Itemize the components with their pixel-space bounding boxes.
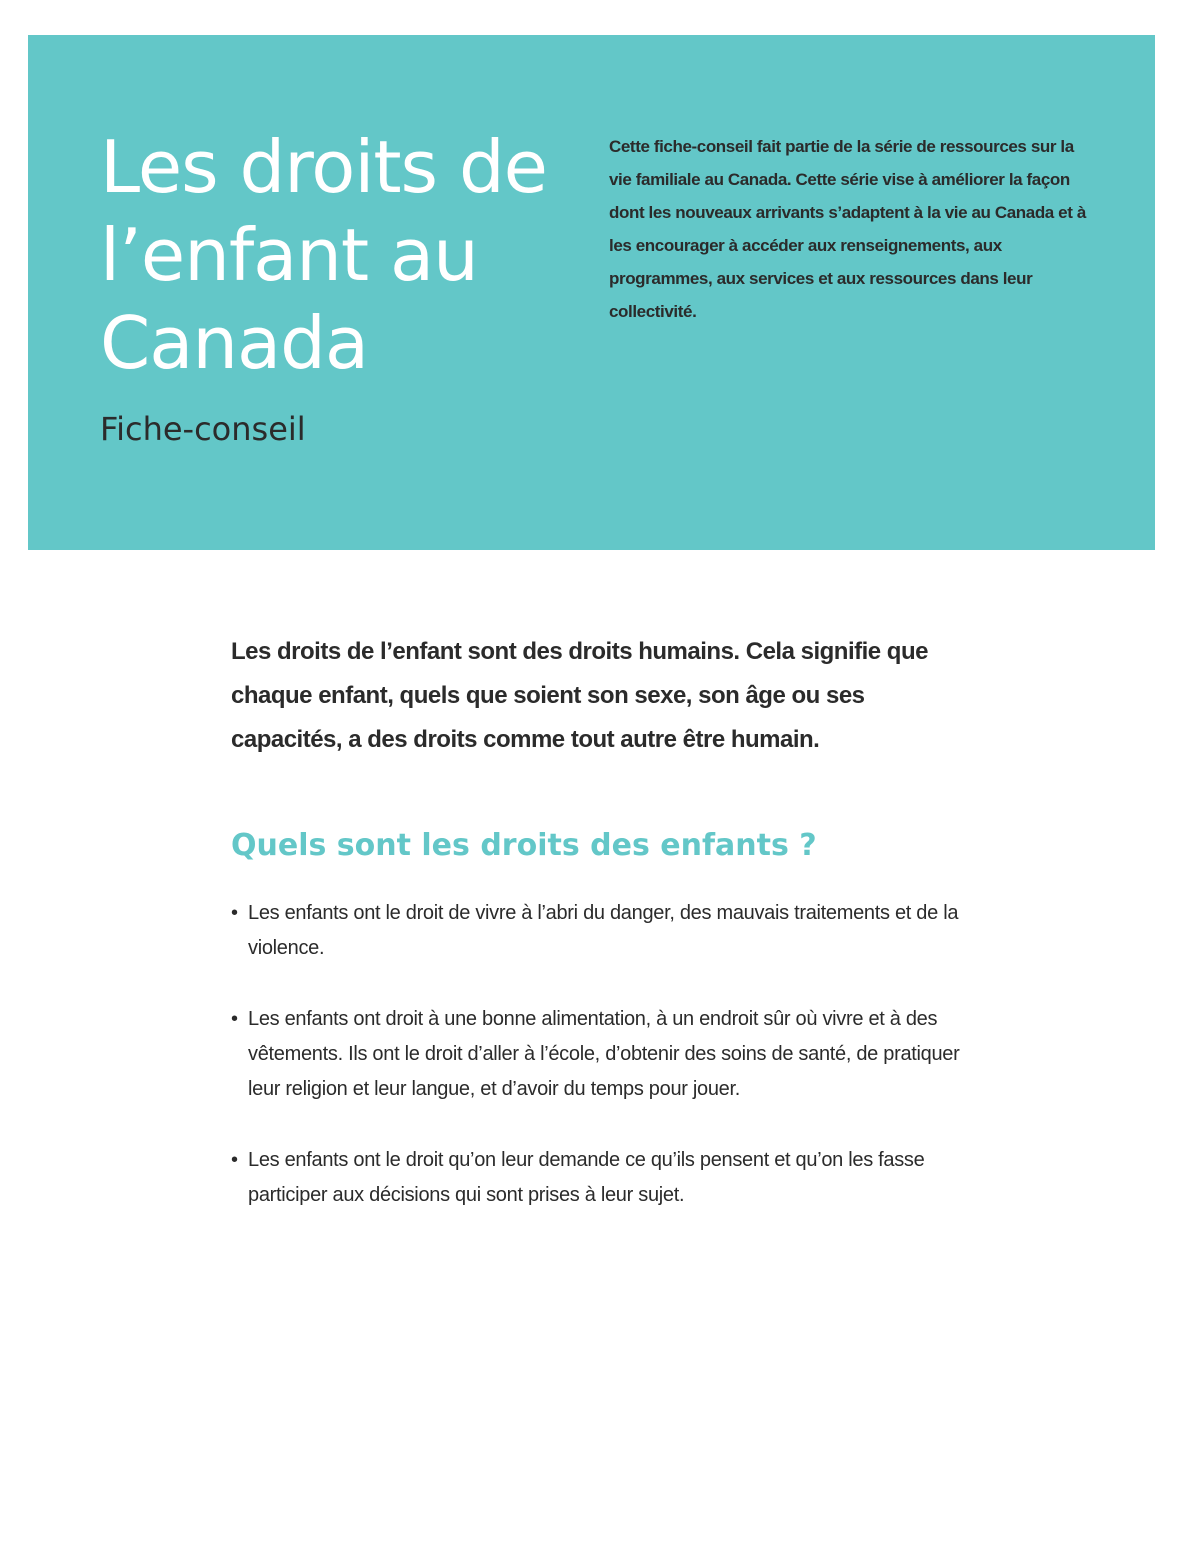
bullet-icon: • [231,1149,238,1171]
bullet-icon: • [231,902,238,924]
intro-paragraph: Cette fiche-conseil fait partie de la série de ressources sur la vie familiale au Canada. Cette série vise à améliorer la façon dont les nouveaux arrivants s’adaptent à la vie au Canada et à les encourager à accéder aux renseignements, aux programmes, aux services et aux ressources dans leur collectivité. [609,137,1086,321]
list-item-text: Les enfants ont droit à une bonne alimentation, à un endroit sûr où vivre et à des vêtements. Ils ont le droit d’aller à l’école, d’obtenir des soins de santé, de pratiquer leur religion et leur langue, et d’avoir du temps pour jouer. [248,1008,960,1100]
section-heading: Quels sont les droits des enfants ? [231,828,817,863]
list-item-text: Les enfants ont le droit qu’on leur demande ce qu’ils pensent et qu’on les fasse participer aux décisions qui sont prises à leur sujet. [248,1149,925,1206]
lead-paragraph: Les droits de l’enfant sont des droits humains. Cela signifie que chaque enfant, quels que soient son sexe, son âge ou ses capacités, a des droits comme tout autre être humain. [231,638,928,753]
page-subtitle: Fiche-conseil [100,410,306,448]
list-item [231,1002,971,1107]
page-title-line: Canada [100,301,368,385]
list-item [231,896,971,966]
page-title-line: l’enfant au [100,213,478,297]
header-banner [28,35,1155,550]
list-item [231,1143,971,1213]
rights-list [231,896,971,1249]
bullet-icon: • [231,1008,238,1030]
list-item-text: Les enfants ont le droit de vivre à l’abri du danger, des mauvais traitements et de la violence. [248,902,959,959]
page-title-line: Les droits de [100,125,547,209]
page-title [100,123,580,387]
